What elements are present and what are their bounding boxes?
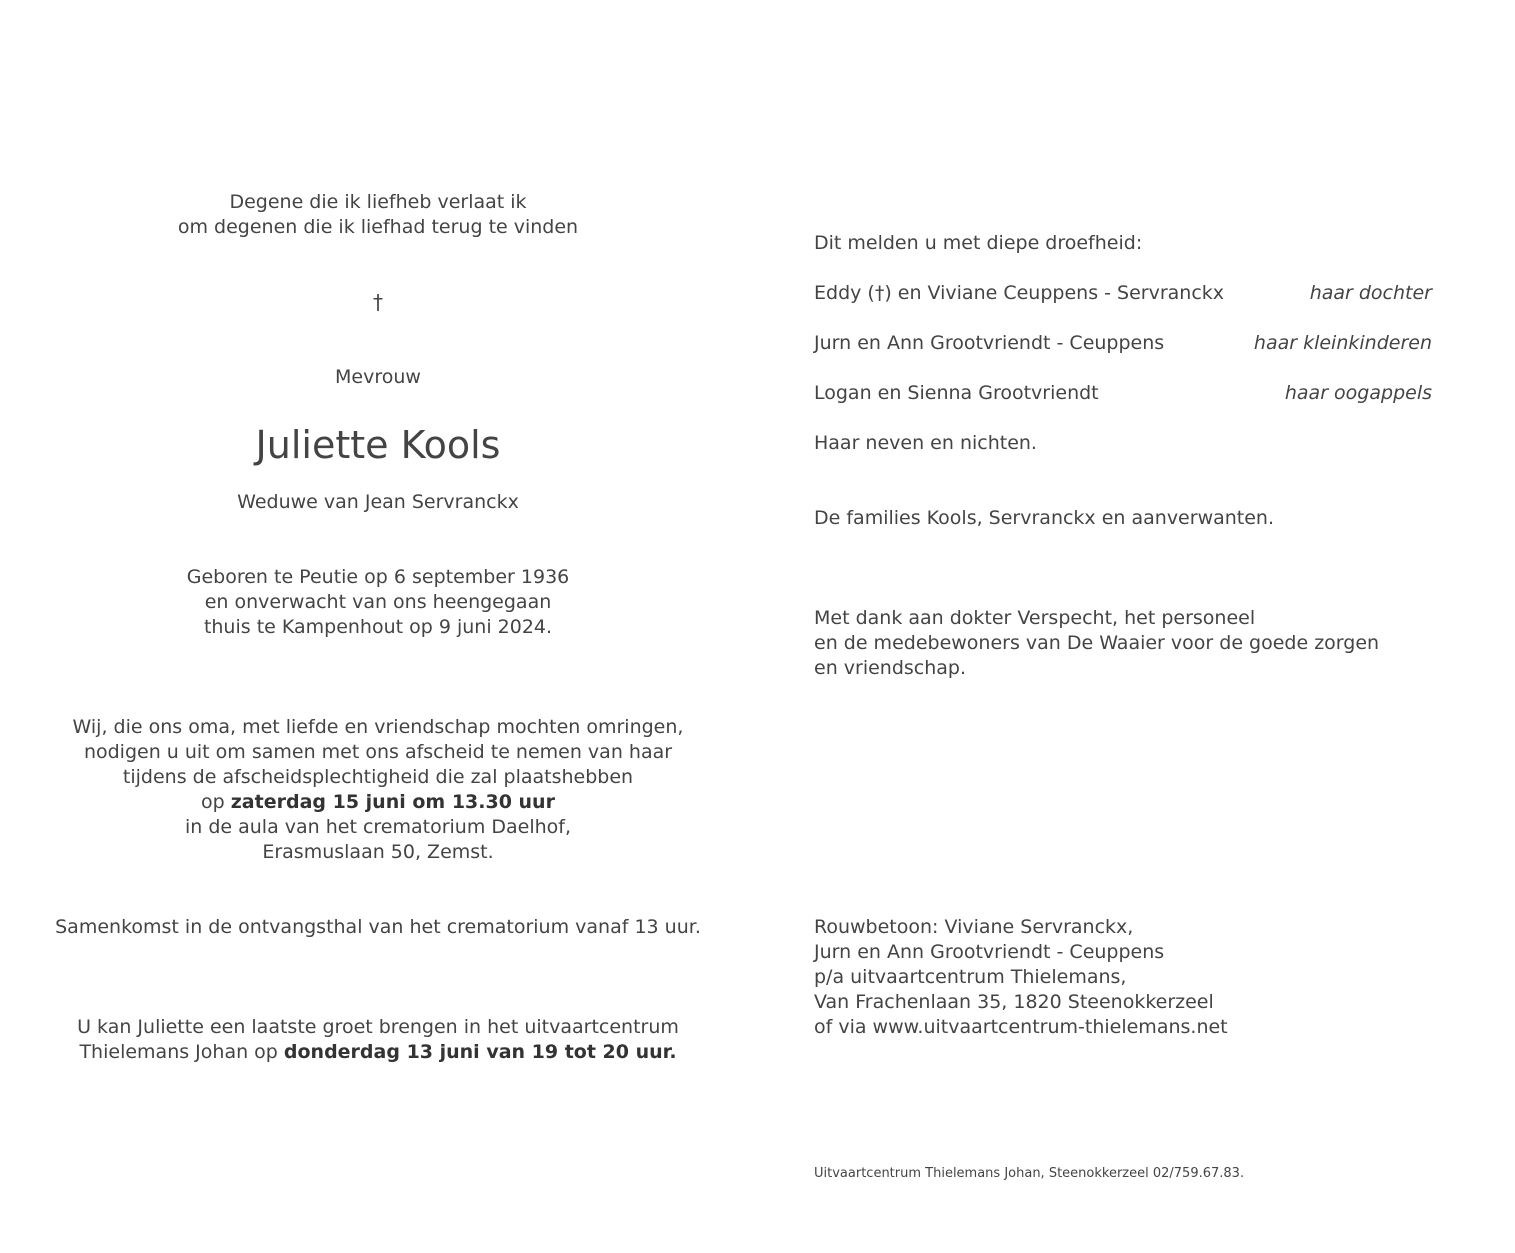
invitation-line-1: Wij, die ons oma, met liefde en vriendschap mochten omringen, xyxy=(72,716,684,738)
thanks xyxy=(814,606,1379,681)
family-row xyxy=(814,381,1432,406)
invitation-line-2: nodigen u uit om samen met ons afscheid te nemen van haar xyxy=(83,741,673,763)
invitation-line-3: tijdens de afscheidsplechtigheid die zal plaatshebben xyxy=(122,766,634,788)
visit-line-2 xyxy=(28,1040,728,1065)
quote xyxy=(28,190,728,240)
birth-line-3: thuis te Kampenhout op 9 juni 2024. xyxy=(203,616,553,638)
thanks-line-3: en vriendschap. xyxy=(814,657,967,679)
family-relation: haar dochter xyxy=(1309,282,1432,304)
family-row xyxy=(814,331,1432,356)
invitation-line-6: Erasmuslaan 50, Zemst. xyxy=(262,841,494,863)
visit-line-1: U kan Juliette een laatste groet brengen in het uitvaartcentrum xyxy=(77,1016,679,1038)
family-relation: haar oogappels xyxy=(1284,382,1432,404)
families: De families Kools, Servranckx en aanverwanten. xyxy=(814,507,1275,529)
salutation: Mevrouw xyxy=(335,366,421,388)
family-names: Logan en Sienna Grootvriendt xyxy=(814,382,1099,404)
invitation-date-prefix: op xyxy=(201,791,231,813)
announcement-intro: Dit melden u met diepe droefheid: xyxy=(814,232,1143,254)
birth-line-2: en onverwacht van ons heengegaan xyxy=(204,591,552,613)
funeral-home-footer: Uitvaartcentrum Thielemans Johan, Steenokkerzeel 02/759.67.83. xyxy=(814,1166,1245,1181)
condolences-line-3: p/a uitvaartcentrum Thielemans, xyxy=(814,966,1127,988)
family-relation: haar kleinkinderen xyxy=(1253,332,1432,354)
quote-line-1: Degene die ik liefheb verlaat ik xyxy=(229,191,527,213)
visit-date: donderdag 13 juni van 19 tot 20 uur. xyxy=(283,1041,677,1063)
quote-line-2: om degenen die ik liefhad terug te vinden xyxy=(177,216,579,238)
invitation-line-4 xyxy=(28,790,728,815)
widow-of: Weduwe van Jean Servranckx xyxy=(237,491,519,513)
gathering-info: Samenkomst in de ontvangsthal van het crematorium vanaf 13 uur. xyxy=(55,916,701,938)
deceased-name: Juliette Kools xyxy=(255,423,501,467)
thanks-line-1: Met dank aan dokter Verspecht, het personeel xyxy=(814,607,1256,629)
birth-death-info xyxy=(28,565,728,640)
condolences-line-1: Rouwbetoon: Viviane Servranckx, xyxy=(814,916,1134,938)
family-row xyxy=(814,281,1432,306)
cousins: Haar neven en nichten. xyxy=(814,432,1037,454)
condolences-line-2: Jurn en Ann Grootvriendt - Ceuppens xyxy=(814,941,1165,963)
birth-line-1: Geboren te Peutie op 6 september 1936 xyxy=(186,566,570,588)
ceremony-date: zaterdag 15 juni om 13.30 uur xyxy=(230,791,555,813)
family-names: Jurn en Ann Grootvriendt - Ceuppens xyxy=(814,332,1165,354)
condolences-line-4: Van Frachenlaan 35, 1820 Steenokkerzeel xyxy=(814,991,1214,1013)
condolences-line-5: of via www.uitvaartcentrum-thielemans.net xyxy=(814,1016,1228,1038)
family-names: Eddy (†) en Viviane Ceuppens - Servranckx xyxy=(814,282,1225,304)
thanks-line-2: en de medebewoners van De Waaier voor de goede zorgen xyxy=(814,632,1380,654)
invitation-line-5: in de aula van het crematorium Daelhof, xyxy=(184,816,572,838)
invitation xyxy=(28,715,728,865)
visit-prefix: Thielemans Johan op xyxy=(79,1041,284,1063)
visit-info xyxy=(28,1015,728,1065)
condolences-address xyxy=(814,915,1228,1040)
cross-icon: † xyxy=(373,290,383,314)
